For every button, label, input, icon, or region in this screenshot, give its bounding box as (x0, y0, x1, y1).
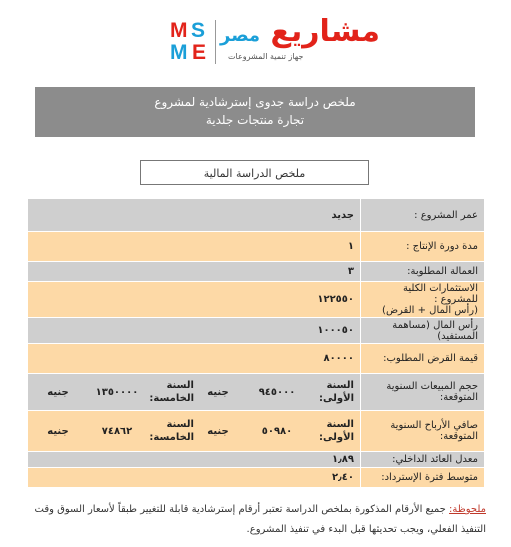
row-value: ١٠٠٠٥٠ (28, 318, 361, 344)
row-value: ٣ (28, 262, 361, 282)
section-title: ملخص الدراسة المالية (140, 160, 369, 185)
row-total-investment (28, 282, 485, 318)
row-label: العمالة المطلوبة: (361, 262, 485, 282)
note-text: جميع الأرقام المذكورة بملخص الدراسة تعتبر أرقام إسترشادية قابلة للتغيير طبقاً لأسعار السوق وقت التنفيذ الفعلي، ويجب تحديثها قبل البدء في تنفيذ المشروع. (34, 504, 486, 535)
year1-currency: جنيه (207, 386, 229, 398)
logo-arabic-name (220, 14, 380, 49)
row-value: ١٫٨٩ (28, 452, 361, 468)
row-payback (28, 468, 485, 488)
year5-label: السنة الخامسة: (149, 380, 194, 404)
banner-line-1: ملخص دراسة جدوى إسترشادية لمشروع (154, 95, 356, 109)
row-label-line-2: (رأس المال + القرض) (382, 305, 478, 316)
year1-value: ٩٤٥٠٠٠ (258, 386, 296, 398)
row-net-profit (28, 411, 485, 452)
year1-label: السنة الأولى: (319, 380, 354, 404)
row-project-age (28, 199, 485, 232)
year5-value: ١٣٥٠٠٠٠ (95, 386, 139, 398)
logo-tagline: جهاز تنمية المشروعات (228, 52, 304, 61)
year5-currency: جنيه (47, 425, 69, 437)
row-label: متوسط فترة الإسترداد: (361, 468, 485, 488)
msme-letters (168, 18, 212, 64)
year1-label: السنة الأولى: (319, 419, 354, 443)
row-irr (28, 452, 485, 468)
logo-divider (215, 20, 216, 64)
year5-value: ٧٤٨٦٢ (101, 425, 133, 437)
row-annual-sales (28, 374, 485, 411)
row-capital (28, 318, 485, 344)
year5-label: السنة الخامسة: (149, 419, 194, 443)
row-label: رأس المال (مساهمة المستفيد) (361, 318, 485, 344)
row-label: عمر المشروع : (361, 199, 485, 232)
title-banner (35, 87, 475, 137)
logo-letter-m: M (170, 19, 188, 42)
row-value (28, 411, 361, 452)
year5-currency: جنيه (47, 386, 69, 398)
row-value: ١ (28, 232, 361, 262)
row-label: صافي الأرباح السنوية المتوقعة: (361, 411, 485, 452)
row-value: ٨٠٠٠٠ (28, 344, 361, 374)
logo-letter-m2: M (170, 41, 188, 64)
logo-letter-s: S (191, 19, 206, 42)
year1-value: ٥٠٩٨٠ (261, 425, 293, 437)
msme-logo (168, 14, 380, 70)
row-production-cycle (28, 232, 485, 262)
banner-line-2: تجارة منتجات جلدية (205, 113, 305, 127)
logo-arabic-sub: مصر (220, 25, 261, 46)
row-loan (28, 344, 485, 374)
disclaimer-note (26, 500, 486, 540)
row-value: ١٢٢٥٥٠ (28, 282, 361, 318)
financial-summary-table (27, 198, 485, 488)
row-labor (28, 262, 485, 282)
row-value: ٢٫٤٠ (28, 468, 361, 488)
row-label: مدة دورة الإنتاج : (361, 232, 485, 262)
logo-arabic-text: مشاريع (270, 14, 380, 49)
row-label: قيمة القرض المطلوب: (361, 344, 485, 374)
row-value: جديد (28, 199, 361, 232)
year1-currency: جنيه (207, 425, 229, 437)
note-label: ملحوظة: (449, 504, 486, 515)
row-label: معدل العائد الداخلي: (361, 452, 485, 468)
logo-letter-e: E (192, 41, 207, 64)
row-value (28, 374, 361, 411)
row-label: حجم المبيعات السنوية المتوقعة: (361, 374, 485, 411)
row-label (361, 282, 485, 318)
row-label-line-1: الاستثمارات الكلية للمشروع : (403, 283, 478, 305)
